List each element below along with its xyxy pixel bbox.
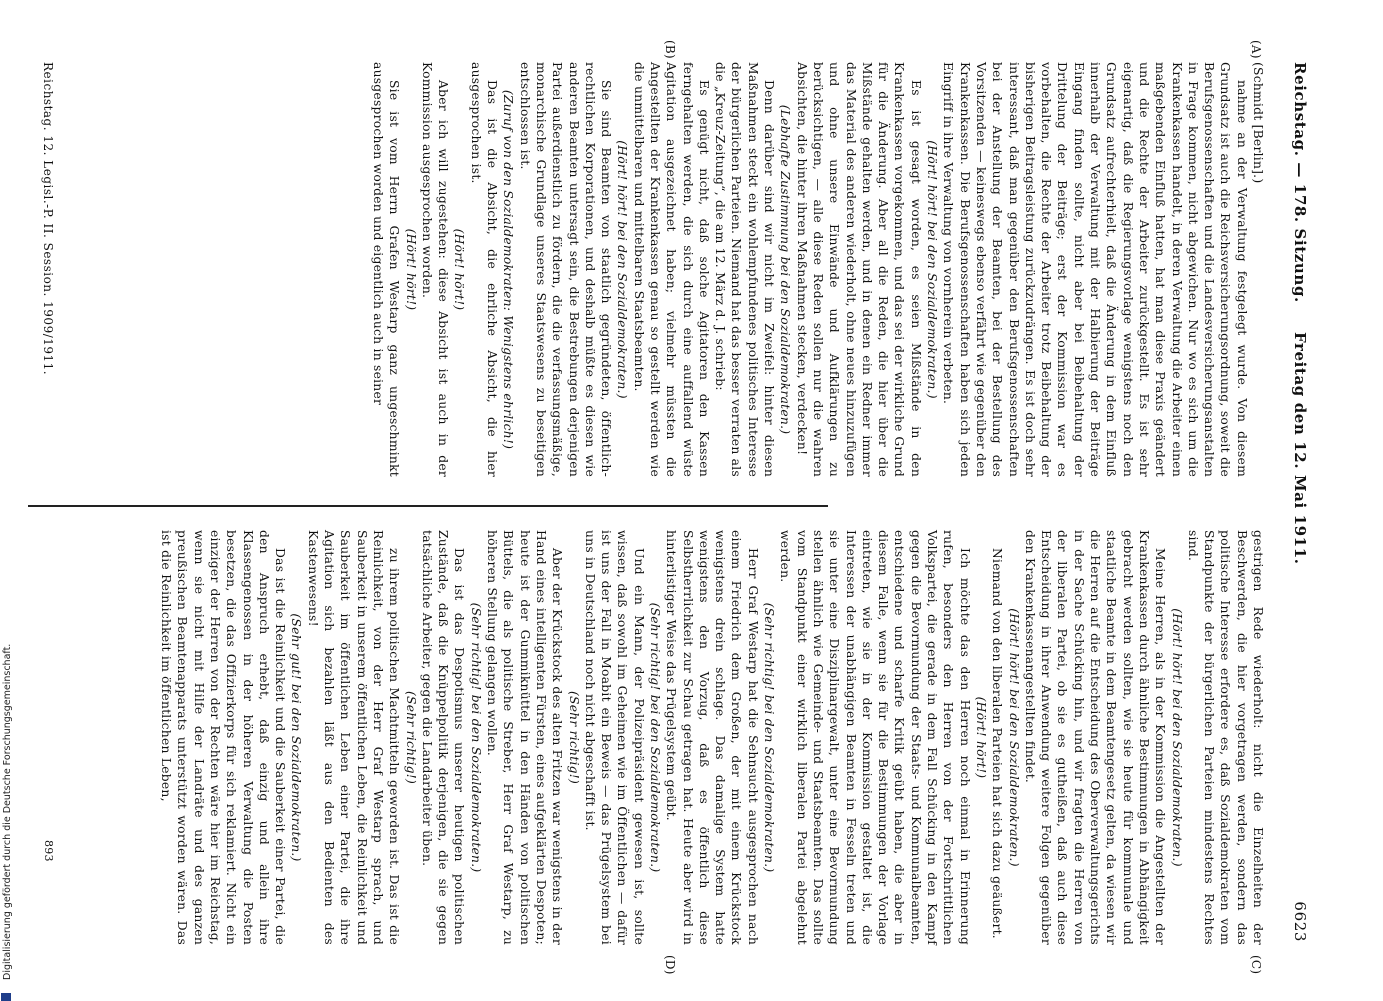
interjection: (Lebhafte Zustimmung bei den Sozialdemokraten.) — [778, 104, 793, 435]
paragraph: Das ist die Reinlichkeit und die Sauberkeit einer Partei, die den Anspruch erhebt, daß einzig und allein ihre Klassengenossen in der höheren Verwaltung die Posten besetzen, die das Offizierkorps für sich reklamiert. Nicht ein einziger der Herren von der Rechten wäre hier im Reichstag, wenn sie nicht mit Hilfe der Landräte und des ganzen preußischen Beamtenapparats unterstützt worden wären. Das ist die Reinlichkeit im öffentlichen Leben, — [159, 530, 288, 945]
paragraph: (Schmidt [Berlin].) — [1251, 62, 1265, 184]
paragraph: Herr Graf Westarp hat die Sehnsucht ausgesprochen nach einem Friedrich dem Großen, der mit einem Krückstock wenigstens drein schlage. Das damalige System hatte wenigstens den Vorzug, daß es öffentlich diese Selbstherrlichkeit zur Schau getragen hat. Heute aber wird in hinterlistiger Weise das Prügelsystem geübt. — [664, 530, 760, 945]
paragraph: Niemand von den liberalen Parteien hat sich dazu geäußert. — [990, 548, 1005, 939]
header-date: Freitag den 12. Mai 1911. — [1291, 332, 1309, 565]
margin-marker-a: (A) — [1249, 40, 1263, 59]
interjection: (Sehr richtig! bei den Sozialdemokraten.) — [762, 602, 777, 873]
footer-page-number: 893 — [42, 840, 55, 862]
paragraph: Es ist gesagt worden, es seien Mißstände in den Krankenkassen vorgekommen, und das sei der wirkliche Grund für die Änderung. Aber all die Reden, die hier über die Mißstände gehalten werden, und in denen ein Redner immer das Material des anderen wiederholt, ohne neues hinzuzufügen und ohne unsere Einwände und Aufklärungen zu berücksichtigen, — alle diese Reden sollen nur die wahren Absichten, die hinter ihren Maßnahmen stecken, verdecken! — [794, 62, 923, 477]
paragraph: Aber ich will zugestehen: diese Absicht ist auch in der Kommission ausgesprochen worden. — [419, 62, 451, 477]
margin-marker-d: (D) — [663, 955, 677, 975]
interjection: (Sehr richtig! bei den Sozialdemokraten.) — [648, 602, 663, 873]
interjection: (Hört! hört! bei den Sozialdemokraten.) — [615, 140, 630, 399]
paragraph: Das ist die Absicht, die ehrliche Absicht, die hier ausgesprochen ist. — [468, 62, 500, 477]
right-column — [158, 530, 1266, 945]
paragraph: Und ein Mann, der Polizeipräsident gewesen ist, sollte wissen, daß sowohl im Geheimen wie im Öffentlichen — dafür ist uns der Fall in Moabit ein Beweis — das Prügelsystem bei uns in Deutschland noch nicht abgeschafft ist. — [582, 530, 646, 945]
paragraph: Das ist das Despotismus unserer heutigen politischen Zustände, daß die Knüppelpolitik derjenigen, die sie gegen tatsächliche Arbeiter, gegen die Landarbeiter üben. — [419, 530, 467, 945]
margin-marker-c: (C) — [1249, 955, 1263, 975]
paragraph: zu ihrem politischen Machtmitteln geworden ist. Das ist die Reinlichkeit, von der Herr Graf Westarp sprach, und Sauberkeit in unserem öffentlichen Leben, die Reinlichkeit und Sauberkeit im öffentlichen Leben einer Partei, die ihre Agitation sich bezahlen läßt aus den Bedienten des Kastenwesens! — [305, 530, 402, 945]
interjection: (Sehr richtig! bei den Sozialdemokraten.) — [468, 602, 483, 873]
page-header — [1284, 62, 1310, 942]
interjection: (Hört! hört! bei den Sozialdemokraten.) — [1169, 608, 1184, 867]
margin-marker-b: (B) — [663, 40, 677, 59]
paragraph: Meine Herren, als in der Kommission die Angestellten der Krankenkassen durch ähnliche Bestimmungen in Abhängigkeit gebracht werden sollten, wie sie heute für kommunale und staatliche Beamte in dem Beamtengesetz gelten, da wiesen wir die Herren auf die Entscheidung des Oberverwaltungsgerichts in der Sache Schücking hin, und wir fragten die Herren von der liberalen Partei, ob sie es gutheißen, daß auch diese Entscheidung in ihrer Anwendung weitere Folgen gegenüber den Krankenkassenangestellten findet. — [1022, 530, 1168, 945]
paragraph: nahme an der Verwaltung festgelegt wurde. Von diesem Grundsatz ist auch die Reichsversicherungsordnung, soweit die Berufsgenossenschaften und die Landesversicherungsanstalten in Frage kommen, nicht abgewichen. Nur wo es sich um die Krankenkassen handelt, in deren Verwaltung die Arbeiter einen maßgebenden Einfluß hatten, hat man diese Praxis geändert und die Rechte der Arbeiter zurückgestellt. Es ist sehr eigenartig, daß die Regierungsvorlage wenigstens noch den Grundsatz aufrechterhielt, daß die Änderung in dem Einfluß innerhalb der Verwaltung mit der Halbierung der Beiträge Eingang finden sollte, nicht aber bei Beibehaltung der Drittelung der Beiträge; erst der Kommission war es vorbehalten, die Rechte der Arbeiter trotz Beibehaltung der bisherigen Beitragsleistung zurückzudrängen. Es ist doch sehr interessant, daß man gegenüber den Berufsgenossenschaften bei der Anstellung der Beamten, bei der Bestellung des Vorsitzenden — keineswegs ebenso verfährt wie gegenüber den Krankenkassen. Die Berufsgenossenschaften haben sich jeden Eingriff in ihre Verwaltung von vornherein verbeten. — [941, 62, 1249, 477]
interjection: (Zuruf von den Sozialdemokraten: Wenigstens ehrlich!) — [501, 89, 516, 450]
paragraph: Ich möchte das den Herren noch einmal in Erinnerung rufen, besonders den Herren von der Fortschrittlichen Volkspartei, die gerade in dem Fall Schücking in den Kampf gegen die Bevormundung der Staats- und Kommunalbeamten, entschiedene und scharfe Kritik geübt haben, die aber in diesem Falle, wenn sie für die Bestimmungen der Vorlage eintreten, wie sie in der Kommission gestaltet ist, die Interessen der unabhängigen Beamten in Fesseln treten und sie unter eine Disziplinargewalt, unter eine Bevormundung stellen ähnlich wie Gemeinde- und Staatsbeamten. Das sollte vom Standpunkt einer wirklich liberalen Partei abgelehnt werden. — [778, 530, 972, 945]
footer-line: Reichstag. 12. Legisl.-P. II. Session. 1909/1911. — [41, 62, 55, 376]
header-left: Reichstag. — 178. Sitzung. — [1291, 62, 1309, 303]
paragraph: Sie sind Beamten von staatlich gegründeten, öffentlich-rechtlichen Korporationen, und deshalb müßte es diesen wie anderen Beamten untersagt sein, die Bestrebungen derjenigen Partei außerdienstlich zu fördern, die die verfassungsmäßige, monarchische Grundlage unseres Staatswesens zu beseitigen entschlossen ist. — [517, 62, 614, 477]
left-column — [370, 62, 1266, 477]
interjection: (Sehr richtig!) — [403, 690, 418, 785]
paragraph: Aber der Krückstock des alten Fritzen war wenigstens in der Hand eines intelligenten Fürsten, eines aufgeklärten Despoten; heute ist der Gummiknüttel in den Händen von politischen Büttels, die als politische Streber, Herr Graf Westarp, zu höheren Stellung gelangen wollen. — [485, 530, 565, 945]
interjection: (Hört! hört!) — [973, 696, 988, 779]
interjection: (Sehr gut! bei den Sozialdemokraten.) — [289, 613, 304, 862]
digitization-note: Digitalisierung gefördert durch die Deutsche Forschungsgemeinschaft. — [2, 643, 13, 980]
interjection: (Sehr richtig!) — [566, 690, 581, 785]
interjection: (Hört! hört! bei den Sozialdemokraten.) — [1006, 608, 1021, 867]
interjection: (Hört! hört! bei den Sozialdemokraten.) — [925, 140, 940, 399]
paragraph: Denn darüber sind wir nicht im Zweifel: hinter diesen Maßnahmen steckt ein wohlempfundenes politisches Interesse der bürgerlichen Parteien. Niemand hat das besser verraten als die „Kreuz-Zeitung“, die am 12. März d. J. schrieb: — [713, 62, 777, 477]
document-page — [18, 0, 1318, 1000]
paragraph: Es genügt nicht, daß solche Agitatoren den Kassen ferngehalten werden, die sich durch eine auffallend wüste Agitation ausgezeichnet haben; vielmehr müssten die Angestellten der Krankenkassen genau so gestellt werden wie die unmittelbaren und mittelbaren Staatsbeamten. — [631, 62, 711, 477]
interjection: (Hört! hört!) — [403, 228, 418, 311]
paragraph: Sie ist vom Herrn Grafen Westarp ganz ungeschminkt ausgesprochen worden und eigentlich auch in seiner — [370, 62, 402, 477]
column-divider — [28, 505, 828, 507]
header-page-number: 6623 — [1291, 901, 1309, 942]
paragraph: gestrigen Rede wiederholt: nicht die Einzelheiten der Beschwerden, die hier vorgetragen werden, sondern das politische Interesse erfordere es, daß Sozialdemokraten vom Standpunkte der bürgerlichen Parteien mindestens Rechtes sind. — [1185, 530, 1265, 945]
interjection: (Hört! hört!) — [452, 228, 467, 311]
